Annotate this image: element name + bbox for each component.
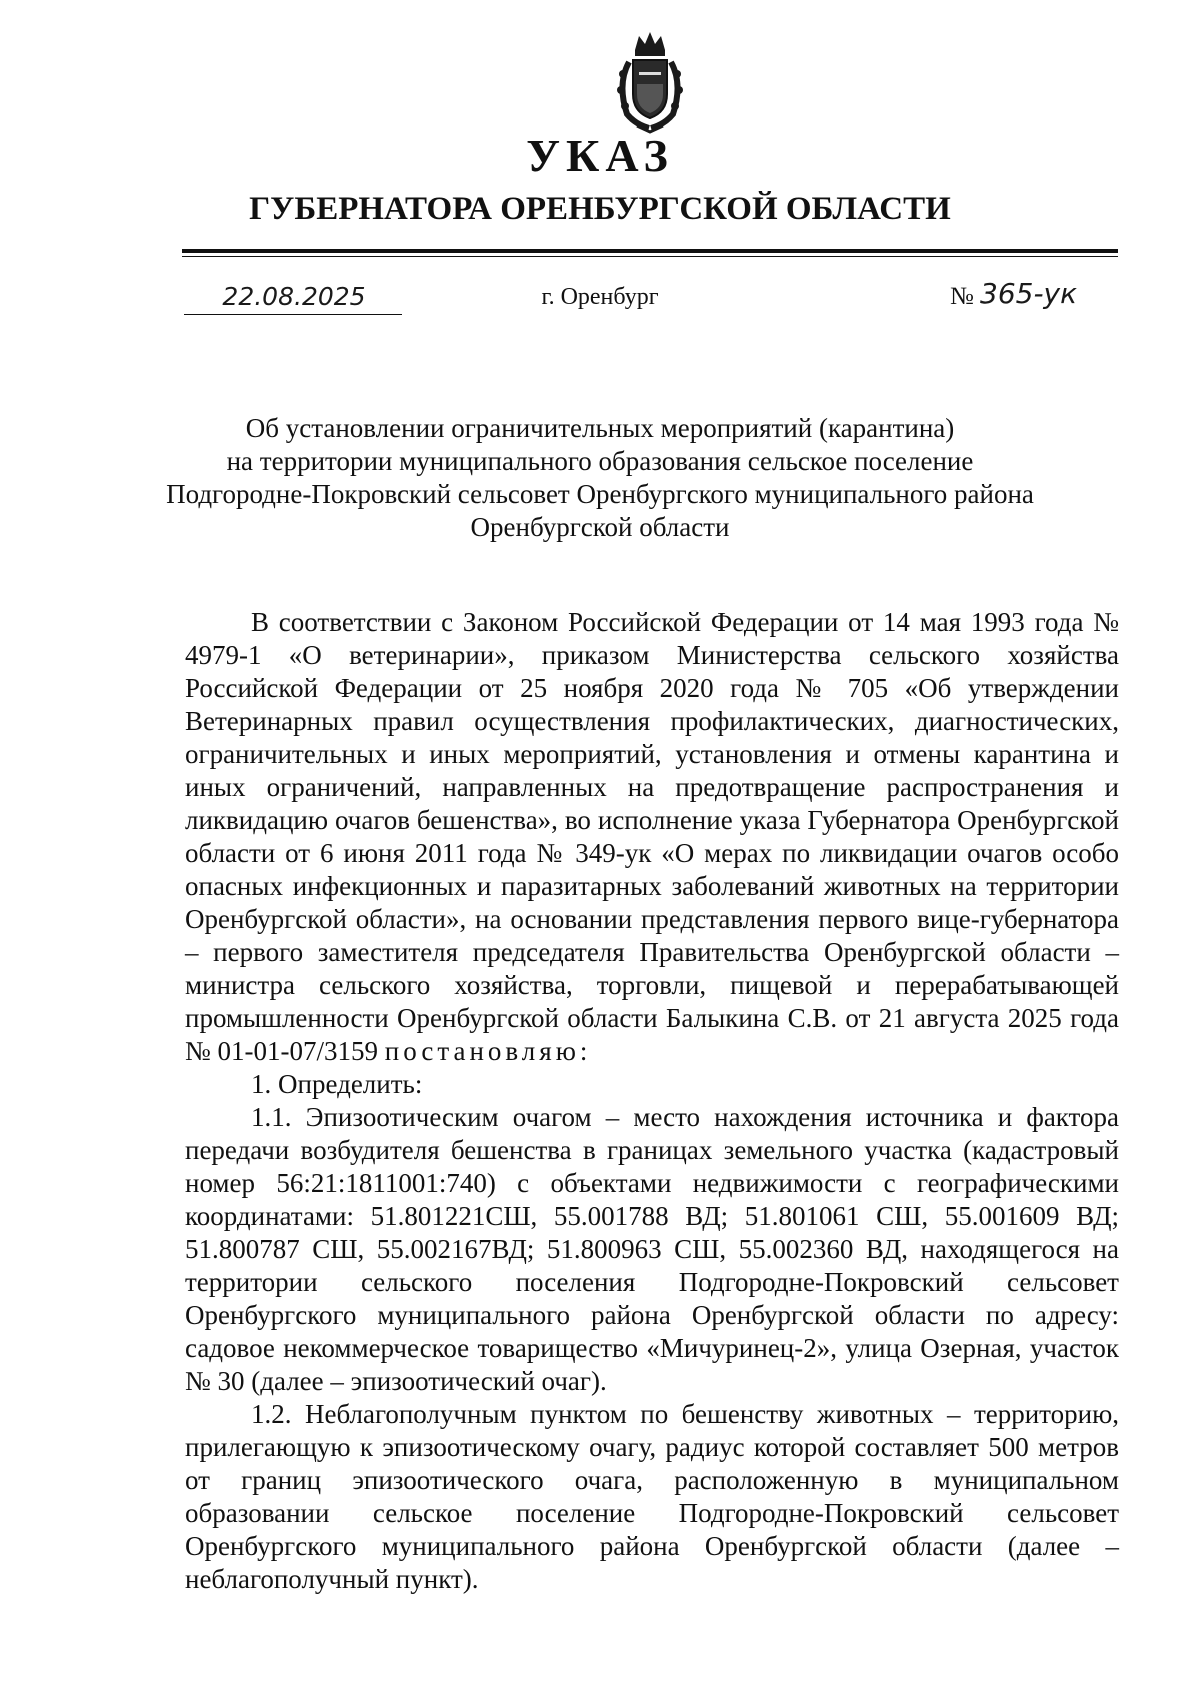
preamble-text: В соответствии с Законом Российской Федерации от 14 мая 1993 года № 4979-1 «О ветеринарии», приказом Министерства сельского хозяйства Российской Федерации от 25 ноября 2020 года № 705 «Об утверждении Ветеринарных правил осуществления профилактических, диагностических, ограничительных и иных мероприятий, установления и отмены карантина и иных ограничений, направленных на предотвращение распространения и ликвидацию очагов бешенства», во исполнение указа Губернатора Оренбургской области от 6 июня 2011 года № 349-ук «О мерах по ликвидации очагов особо опасных инфекционных и паразитарных заболеваний животных на территории Оренбургской области», на основании представления первого вице-губернатора – первого заместителя председателя Правительства Оренбургской области – министра сельского хозяйства, торговли, пищевой и перерабатывающей промышленности Оренбургской области Балыкина С.В. от 21 августа 2025 года № 01-01-07/3159 <box>185 607 1119 1066</box>
decree-city: г. Оренбург <box>541 284 659 310</box>
decree-heading-line: на территории муниципального образования сельское поселение <box>226 446 974 476</box>
header-divider-thick <box>182 249 1118 253</box>
item-1-1: 1.1. Эпизоотическим очагом – место нахождения источника и фактора передачи возбудителя бешенства в границах земельного участка (кадастровый номер 56:21:1811001:740) с объектами недвижимости с географическими координатами: 51.801221СШ, 55.001788 ВД; 51.801061 СШ, 55.001609 ВД; 51.800787 СШ, 55.002167ВД; 51.800963 СШ, 55.002360 ВД, находящегося на территории сельского поселения Подгородне-Покровский сельсовет Оренбургского муниципального района Оренбургской области по адресу: садовое некоммерческое товарищество «Мичуринец-2», улица Озерная, участок № 30 (далее – эпизоотический очаг). <box>185 1102 1119 1396</box>
header-divider-thin <box>182 256 1118 257</box>
decree-subtitle: ГУБЕРНАТОРА ОРЕНБУРГСКОЙ ОБЛАСТИ <box>249 191 951 227</box>
decree-body <box>185 606 1119 1596</box>
item-1: 1. Определить: <box>251 1069 423 1099</box>
decree-date: 22.08.2025 <box>222 282 366 311</box>
decree-heading-line: Об установлении ограничительных мероприятий (карантина) <box>245 413 955 443</box>
preamble-paragraph <box>185 606 1119 1068</box>
decree-word: постановляю: <box>384 1036 592 1066</box>
decree-heading-line: Оренбургской области <box>470 512 730 542</box>
decree-number-sign: № <box>950 283 974 310</box>
orenburg-coat-of-arms-icon <box>605 28 695 136</box>
date-underline <box>184 314 402 315</box>
decree-heading-line: Подгородне-Покровский сельсовет Оренбургского муниципального района <box>166 479 1034 509</box>
decree-title: УКАЗ <box>526 130 674 181</box>
decree-number: 365-ук <box>980 277 1078 310</box>
decree-heading <box>150 412 1050 544</box>
item-1-2: 1.2. Неблагополучным пунктом по бешенству животных – территорию, прилегающую к эпизоотическому очагу, радиус которой составляет 500 метров от границ эпизоотического очага, расположенную в муниципальном образовании сельское поселение Подгородне-Покровский сельсовет Оренбургского муниципального района Оренбургской области (далее – неблагополучный пункт). <box>185 1399 1119 1594</box>
